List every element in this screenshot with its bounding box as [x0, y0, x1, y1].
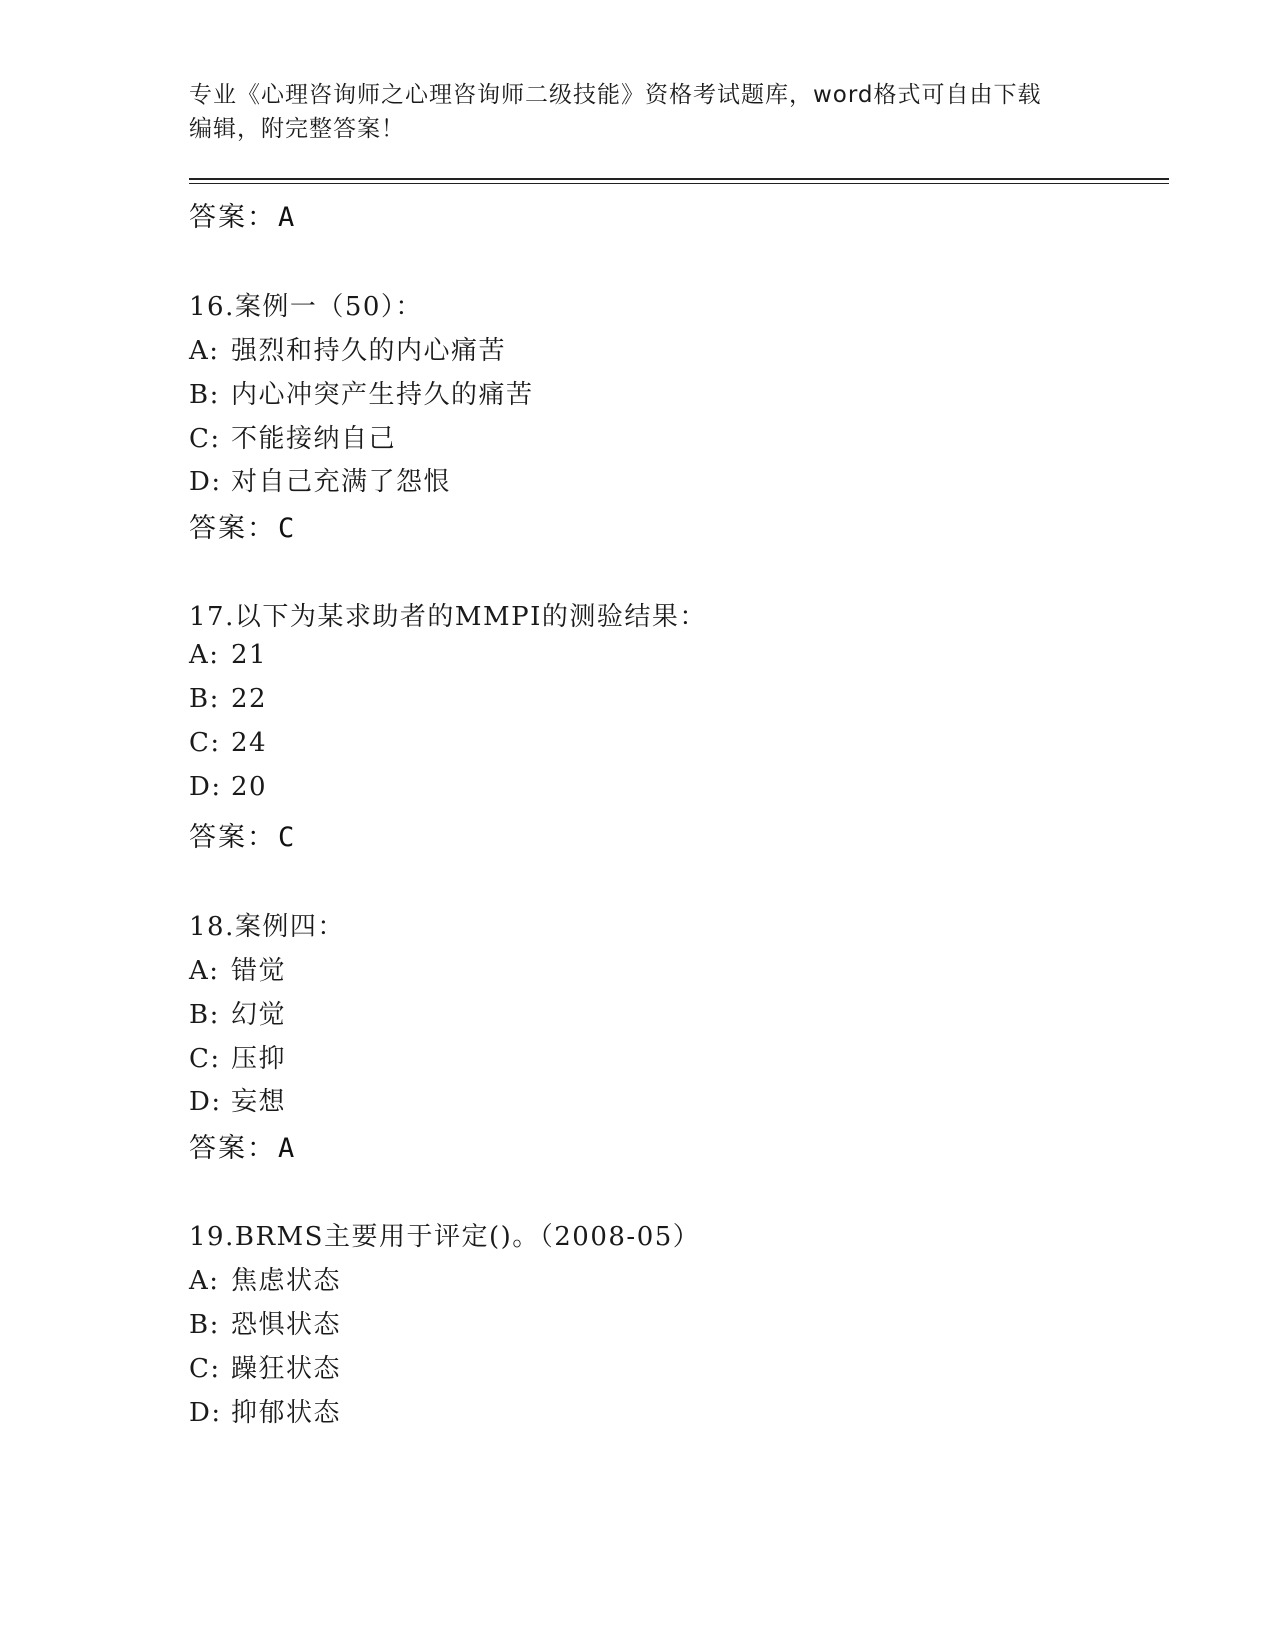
option-letter: C:: [189, 1354, 221, 1384]
question-19-option-b: [189, 1304, 341, 1341]
question-19-option-d: [189, 1392, 341, 1429]
option-letter: A:: [189, 640, 220, 670]
answer-line-15: [189, 195, 296, 234]
option-letter: D:: [189, 467, 222, 497]
option-text: 焦虑状态: [231, 1266, 342, 1296]
answer-prefix: 答案：: [189, 513, 276, 544]
question-16-option-d: [189, 461, 451, 498]
option-letter: D:: [189, 772, 222, 802]
option-letter: D:: [189, 1087, 222, 1117]
option-text: 幻觉: [231, 1000, 287, 1030]
option-letter: C:: [189, 728, 221, 758]
answer-prefix: 答案：: [189, 822, 276, 853]
question-18-option-d: [189, 1081, 286, 1118]
option-letter: A:: [189, 336, 220, 366]
question-18-title: 18.案例四：: [189, 912, 345, 942]
option-text: 恐惧状态: [231, 1310, 342, 1340]
option-text: 22: [231, 684, 268, 714]
question-16-title: 16.案例一（50）：: [189, 292, 423, 322]
question-17-title: 17.以下为某求助者的MMPI的测验结果：: [189, 602, 707, 632]
question-17-option-a: [189, 640, 267, 670]
option-text: 20: [231, 772, 268, 802]
answer-value: A: [278, 202, 297, 233]
option-letter: B:: [189, 684, 220, 714]
option-letter: C:: [189, 1044, 221, 1074]
option-text: 躁狂状态: [231, 1354, 342, 1384]
question-19-option-c: [189, 1348, 341, 1385]
answer-line-17: [189, 815, 296, 854]
question-16-option-a: [189, 330, 506, 367]
option-letter: B:: [189, 380, 220, 410]
option-letter: B:: [189, 1000, 220, 1030]
answer-prefix: 答案：: [189, 1133, 276, 1164]
header-rule-top: [189, 178, 1169, 180]
option-letter: C:: [189, 424, 221, 454]
option-text: 抑郁状态: [231, 1398, 342, 1428]
answer-prefix: 答案：: [189, 202, 276, 233]
option-letter: B:: [189, 1310, 220, 1340]
question-16-option-c: [189, 418, 396, 455]
option-letter: A:: [189, 956, 220, 986]
option-text: 对自己充满了怨恨: [231, 467, 452, 497]
option-text: 24: [231, 728, 268, 758]
answer-value: A: [278, 1133, 297, 1164]
question-16-option-b: [189, 374, 534, 411]
question-17-option-c: [189, 728, 267, 758]
question-17-option-b: [189, 684, 267, 714]
option-text: 错觉: [231, 956, 287, 986]
question-18-option-b: [189, 994, 286, 1031]
option-letter: A:: [189, 1266, 220, 1296]
answer-line-16: [189, 506, 296, 545]
question-18-option-c: [189, 1038, 286, 1075]
answer-value: C: [278, 513, 297, 544]
header-line-1: 专业《心理咨询师之心理咨询师二级技能》资格考试题库，word格式可自由下载: [189, 82, 1042, 108]
header-rule-bottom: [189, 183, 1169, 184]
question-17-option-d: [189, 772, 267, 802]
option-letter: D:: [189, 1398, 222, 1428]
option-text: 不能接纳自己: [231, 424, 397, 454]
question-18-option-a: [189, 950, 286, 987]
option-text: 压抑: [231, 1044, 287, 1074]
answer-value: C: [278, 822, 297, 853]
question-19-title: 19.BRMS主要用于评定()。（2008-05）: [189, 1222, 701, 1252]
option-text: 21: [231, 640, 268, 670]
question-19-option-a: [189, 1260, 341, 1297]
answer-line-18: [189, 1126, 296, 1165]
header-line-2: 编辑，附完整答案！: [189, 116, 405, 142]
option-text: 强烈和持久的内心痛苦: [231, 336, 507, 366]
option-text: 内心冲突产生持久的痛苦: [231, 380, 534, 410]
option-text: 妄想: [231, 1087, 287, 1117]
